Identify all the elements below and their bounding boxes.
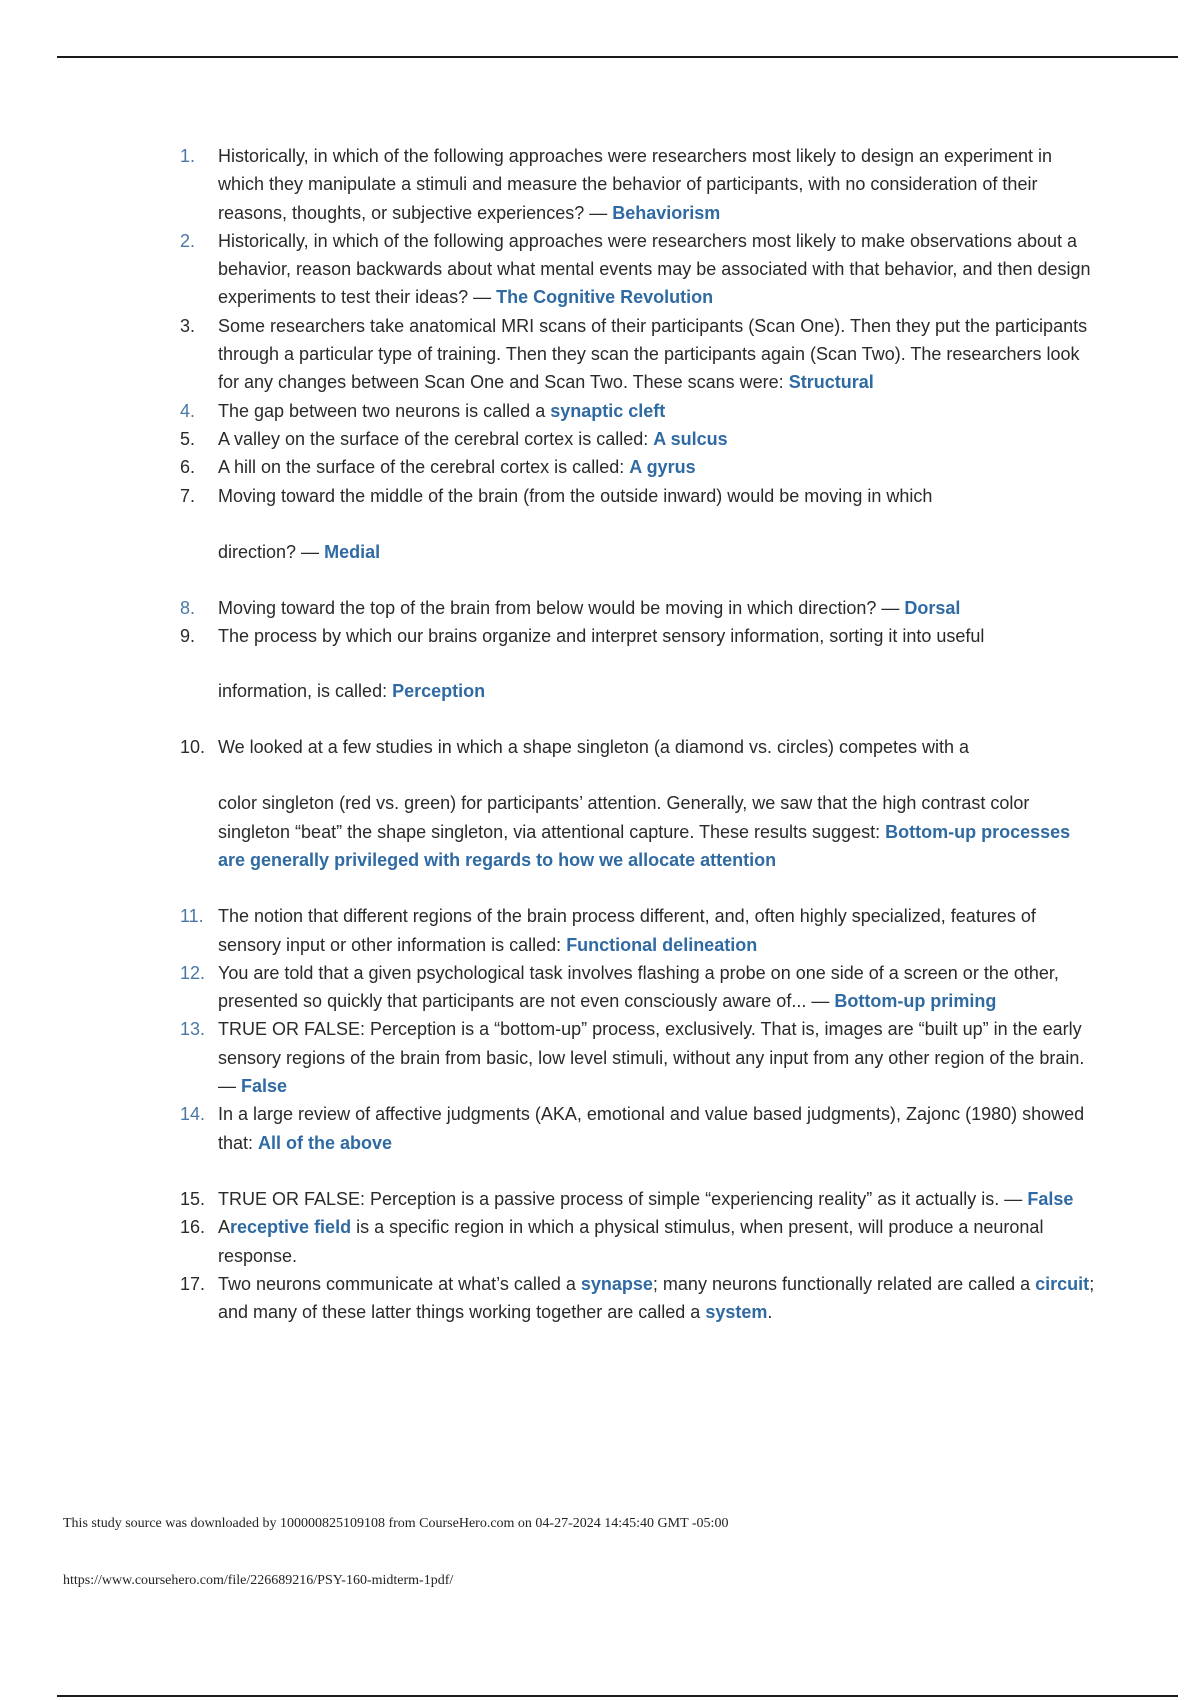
question-number: 16.: [180, 1217, 206, 1238]
answer-synapse: synapse: [580, 1273, 653, 1294]
answer: Functional delineation: [566, 934, 758, 955]
question-number: 2.: [180, 230, 196, 251]
answer: All of the above: [258, 1132, 393, 1153]
question-text: We looked at a few studies in which a shape singleton (a diamond vs. circles) competes with a: [218, 737, 970, 758]
question-text: Historically, in which of the following approaches were researchers most likely to design an experiment in which they manipulate a stimuli and measure the behavior of participants, with no consideration of their reasons, thoughts, or subjective experiences? —: [218, 146, 1053, 223]
question-text: Some researchers take anatomical MRI scans of their participants (Scan One). Then they put the participants through a particular type of training. Then they scan the participants again (Scan Two). The researchers look for any changes between Scan One and Scan Two. These scans were:: [218, 315, 1088, 393]
answer: receptive field: [230, 1217, 352, 1238]
answer: Perception: [392, 680, 486, 701]
answer: Bottom-up processes are generally privileged with regards to how we allocate attention: [218, 821, 1071, 870]
question-number: 10.: [180, 737, 206, 758]
question-number: 11.: [180, 906, 204, 927]
answer: Medial: [324, 541, 381, 562]
question-continuation: [218, 789, 1100, 874]
question-11: [170, 902, 1100, 959]
question-number: 4.: [180, 400, 196, 421]
question-number: 12.: [180, 962, 206, 983]
question-14: [170, 1100, 1100, 1157]
question-text: ; many neurons functionally related are called a: [652, 1273, 1031, 1294]
question-3: [170, 312, 1100, 397]
question-number: 17.: [180, 1273, 206, 1294]
bottom-rule: [57, 1695, 1178, 1697]
question-text-2: direction? —: [218, 541, 320, 562]
question-text-2: information, is called:: [218, 680, 388, 701]
question-text: ; and many of these latter things working together are called a: [218, 1273, 1095, 1323]
question-text: The process by which our brains organize and interpret sensory information, sorting it into useful: [218, 626, 985, 647]
question-9: [170, 622, 1100, 705]
question-text: TRUE OR FALSE: Perception is a passive process of simple “experiencing reality” as it actually is. —: [218, 1188, 1023, 1209]
question-8: [170, 594, 1100, 622]
question-text: You are told that a given psychological task involves flashing a probe on one side of a screen or the other, presented so quickly that participants are not even consciously aware of... —: [218, 962, 1059, 1012]
question-1: [170, 142, 1100, 227]
question-text: .: [767, 1302, 773, 1323]
answer: Bottom-up priming: [834, 991, 997, 1012]
question-4: [170, 397, 1100, 425]
answer: A gyrus: [629, 457, 696, 478]
question-12: [170, 959, 1100, 1016]
question-13: [170, 1015, 1100, 1100]
download-source-line: This study source was downloaded by 100000825109108 from CourseHero.com on 04-27-2024 14:45:40 GMT -05:00: [63, 1516, 729, 1531]
answer: Structural: [788, 372, 874, 393]
question-continuation: [218, 538, 1100, 566]
answer: synaptic cleft: [550, 400, 666, 421]
question-text: TRUE OR FALSE: Perception is a “bottom-up” process, exclusively. That is, images are “built up” in the early sensory regions of the brain from basic, low level stimuli, without any input from any other region of the brain. —: [218, 1019, 1085, 1097]
question-number: 8.: [180, 598, 196, 619]
question-6: [170, 453, 1100, 481]
question-text-2: color singleton (red vs. green) for participants’ attention. Generally, we saw that the high contrast color singleton “beat” the shape singleton, via attentional capture. These results suggest:: [218, 793, 1030, 842]
question-text: The gap between two neurons is called a: [218, 400, 546, 421]
answer: The Cognitive Revolution: [496, 287, 714, 308]
question-text: Moving toward the top of the brain from below would be moving in which direction? —: [218, 598, 900, 619]
source-url[interactable]: https://www.coursehero.com/file/226689216/PSY-160-midterm-1pdf/: [63, 1573, 454, 1588]
question-2: [170, 227, 1100, 312]
question-number: 14.: [180, 1104, 206, 1125]
question-continuation: [218, 677, 1100, 705]
question-7: [170, 482, 1100, 567]
answer-system: system: [705, 1302, 768, 1323]
question-text: is a specific region in which a physical stimulus, when present, will produce a neuronal response.: [218, 1217, 1044, 1266]
question-number: 7.: [180, 485, 196, 506]
question-number: 1.: [180, 146, 196, 166]
answer: False: [241, 1076, 288, 1097]
question-list: [170, 142, 1100, 1326]
answer: Dorsal: [904, 598, 961, 619]
question-5: [170, 425, 1100, 453]
question-15: [170, 1185, 1100, 1213]
top-rule: [57, 56, 1178, 58]
question-16: [170, 1213, 1100, 1270]
question-prefix: A: [218, 1217, 231, 1238]
question-text: Two neurons communicate at what’s called a: [218, 1273, 576, 1294]
question-number: 13.: [180, 1019, 206, 1040]
question-17: [170, 1270, 1100, 1327]
question-number: 3.: [180, 315, 196, 336]
question-number: 9.: [180, 626, 196, 647]
answer: Behaviorism: [612, 202, 721, 223]
question-text: In a large review of affective judgments (AKA, emotional and value based judgments), Zajonc (1980) showed that:: [218, 1104, 1085, 1153]
question-text: Moving toward the middle of the brain (from the outside inward) would be moving in which: [218, 485, 933, 506]
question-10: [170, 733, 1100, 874]
answer: A sulcus: [653, 428, 728, 449]
question-number: 5.: [180, 428, 196, 449]
question-text: A hill on the surface of the cerebral cortex is called:: [218, 457, 625, 478]
question-number: 15.: [180, 1188, 206, 1209]
question-number: 6.: [180, 457, 196, 478]
answer-circuit: circuit: [1035, 1273, 1090, 1294]
question-text: The notion that different regions of the brain process different, and, often highly specialized, features of sensory input or other information is called:: [218, 906, 1036, 955]
answer: False: [1027, 1188, 1074, 1209]
question-text: A valley on the surface of the cerebral cortex is called:: [218, 428, 649, 449]
question-text: Historically, in which of the following approaches were researchers most likely to make observations about a behavior, reason backwards about what mental events may be associated with that behavior, and then design experiments to test their ideas? —: [218, 230, 1091, 308]
